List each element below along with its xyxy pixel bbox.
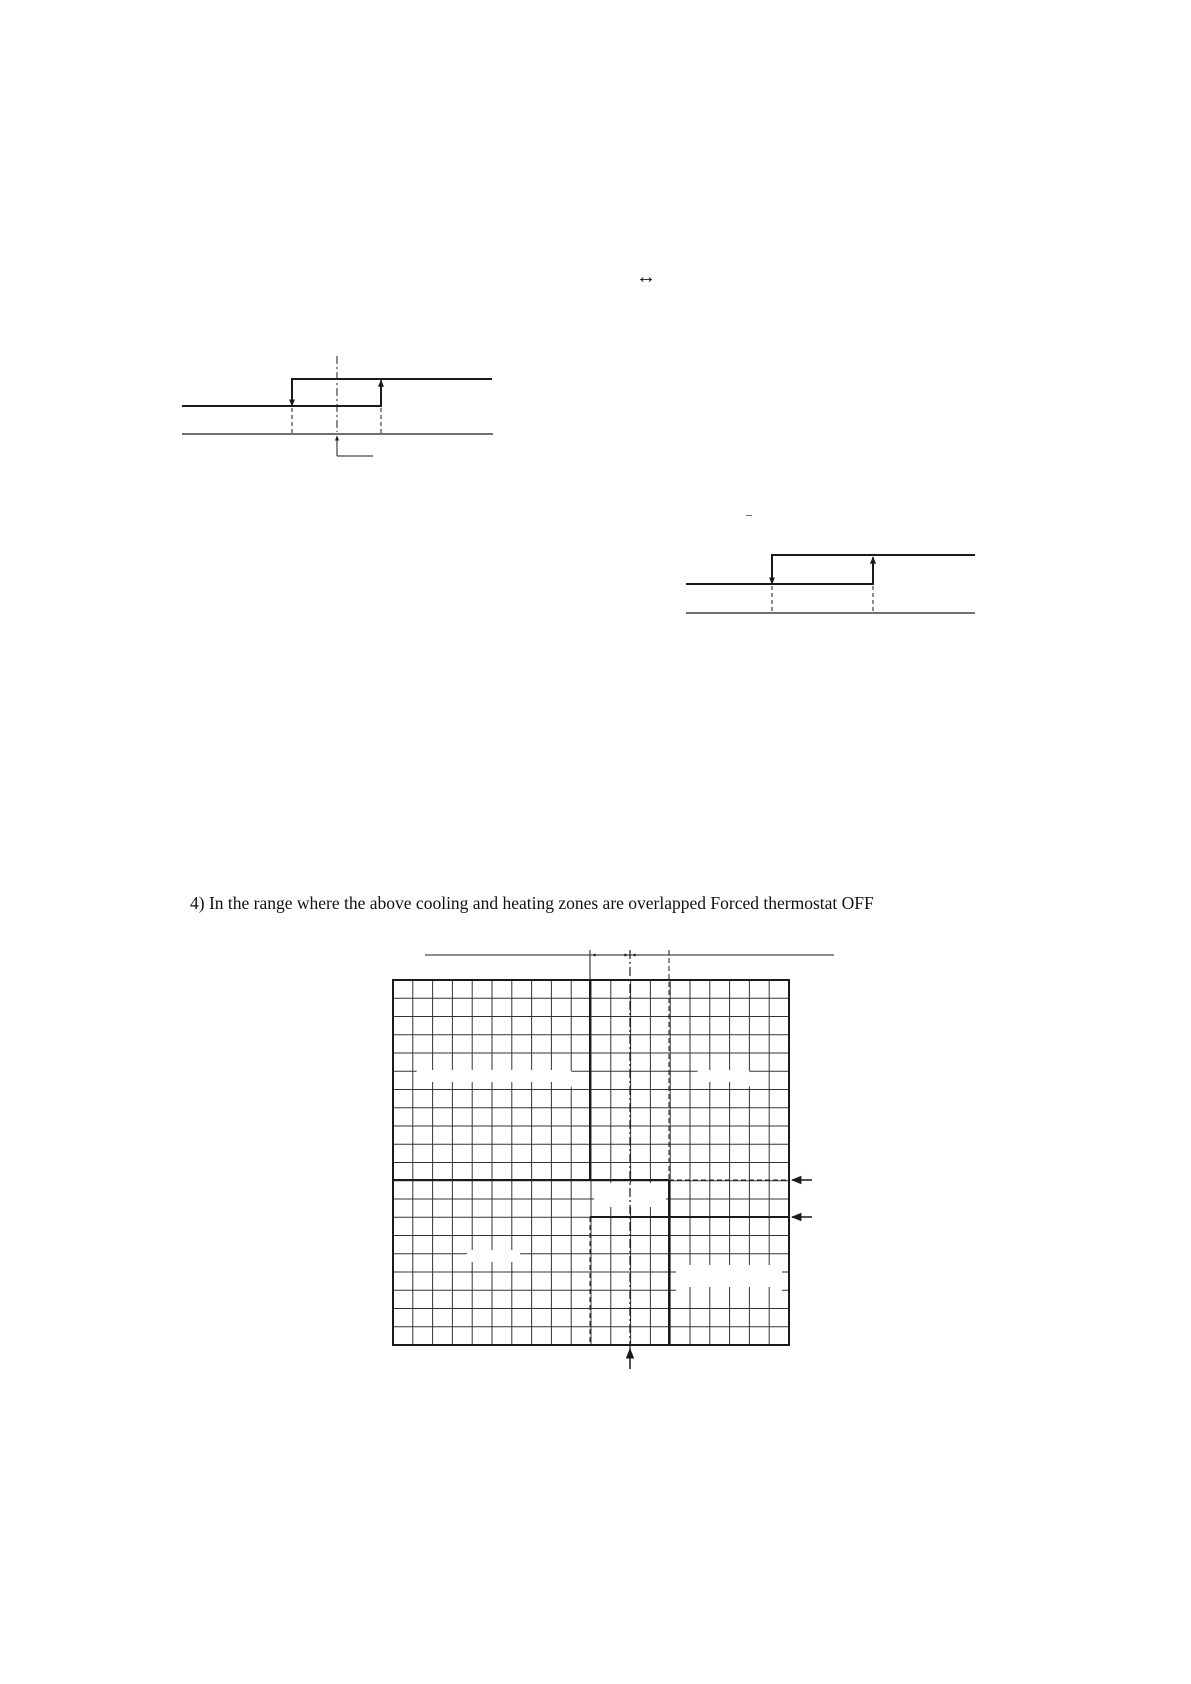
blank-label-patch bbox=[416, 1070, 572, 1088]
blank-label-patch bbox=[676, 1265, 782, 1293]
blank-label-patch bbox=[697, 1070, 750, 1088]
swap-arrow-glyph: ↔ bbox=[636, 266, 656, 288]
hysteresis-diagram-2 bbox=[686, 555, 975, 613]
zone-grid-diagram bbox=[393, 950, 834, 1369]
label-blank-patches bbox=[416, 1070, 782, 1293]
dash-mark: – bbox=[746, 507, 752, 521]
hysteresis-diagram-1 bbox=[182, 356, 493, 456]
upper-step-line bbox=[292, 379, 492, 404]
section-heading: 4) In the range where the above cooling and heating zones are overlapped Forced thermostat OFF bbox=[190, 893, 874, 913]
lower-step-line bbox=[686, 560, 873, 584]
lower-step-line bbox=[182, 383, 381, 406]
